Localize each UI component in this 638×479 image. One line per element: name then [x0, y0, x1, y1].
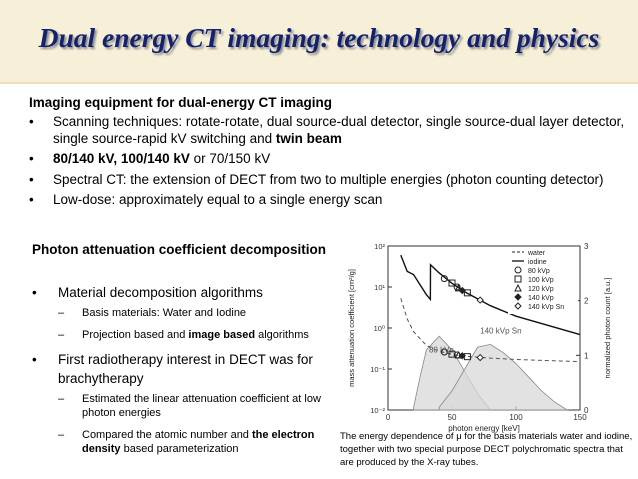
legend-label: 140 kVp	[528, 295, 554, 302]
bullet-icon: •	[29, 151, 34, 166]
spectrum-label: 80 kVp	[428, 345, 454, 355]
sub-list-item: – Compared the atomic number and the electron density based parameterization	[58, 429, 315, 455]
legend-label: 120 kVp	[528, 286, 554, 293]
left-bullet-list	[32, 283, 352, 464]
list-item: • Material decomposition algorithms – Basis materials: Water and Iodine – Projection based and image based algorithms	[32, 283, 352, 342]
dash-icon: –	[58, 393, 65, 405]
x-axis-label: photon energy [keV]	[448, 424, 520, 433]
section-heading: Imaging equipment for dual-energy CT imaging	[29, 95, 333, 110]
legend-label: 100 kVp	[528, 277, 554, 284]
y-right-axis-label: normalized photon count [a.u.]	[603, 277, 612, 379]
title-band	[0, 0, 638, 84]
y-axis-label: mass attenuation coefficient [cm²/g]	[347, 269, 356, 387]
bullet-icon: •	[32, 285, 37, 300]
x-tick-label: 0	[385, 413, 391, 422]
legend-label: water	[528, 250, 546, 257]
spectrum-label: 140 kVp Sn	[480, 326, 522, 336]
y-tick-label: 10⁰	[373, 324, 385, 333]
sub-list	[58, 306, 352, 342]
y-tick-label: 10⁻¹	[370, 365, 385, 374]
y-right-tick-label: 3	[584, 242, 589, 251]
bullet-icon: •	[29, 192, 34, 207]
attenuation-chart	[340, 238, 630, 433]
sub-list-item: – Projection based and image based algorithms	[58, 329, 309, 341]
x-tick-label: 150	[573, 413, 587, 422]
x-tick-label: 50	[447, 413, 457, 422]
y-right-tick-label: 0	[584, 406, 589, 415]
list-item: • Spectral CT: the extension of DECT from two to multiple energies (photon counting detector)	[29, 171, 604, 187]
list-item: • 80/140 kV, 100/140 kV or 70/150 kV	[29, 151, 271, 166]
bullet-icon: •	[29, 114, 34, 129]
legend-label: iodine	[528, 259, 547, 266]
sub-list	[58, 392, 352, 456]
y-tick-label: 10⁻²	[370, 406, 385, 415]
list-item: • Low-dose: approximately equal to a single energy scan	[29, 192, 383, 207]
y-tick-label: 10²	[374, 242, 385, 251]
dash-icon: –	[58, 329, 65, 341]
figure-caption: The energy dependence of μ for the basis materials water and iodine, together with two special purpose DECT polychromatic spectra that are produced by the X-ray tubes.	[340, 431, 633, 468]
y-tick-label: 10¹	[374, 283, 385, 292]
left-heading: Photon attenuation coefficient decomposition	[32, 242, 327, 257]
legend-label: 140 kVp Sn	[528, 304, 565, 311]
dash-icon: –	[58, 429, 65, 441]
legend-label: 80 kVp	[528, 268, 550, 275]
y-right-tick-label: 1	[584, 351, 589, 361]
list-item: • First radiotherapy interest in DECT was for brachytherapy – Estimated the linear attenuation coefficient at low photon energies – Compared the atomic number and the electron density based parameterization	[32, 350, 352, 456]
sub-list-item: – Estimated the linear attenuation coefficient at low photon energies	[58, 393, 321, 419]
bullet-icon: •	[32, 352, 37, 367]
x-tick-label: 100	[509, 413, 523, 422]
dash-icon: –	[58, 307, 65, 319]
slide-title: Dual energy CT imaging: technology and physics	[38, 22, 600, 53]
bullet-icon: •	[29, 171, 34, 187]
y-right-tick-label: 2	[584, 296, 589, 306]
sub-list-item: – Basis materials: Water and Iodine	[58, 307, 247, 319]
list-item: • Scanning techniques: rotate-rotate, dual source-dual detector, single source-dual layer detector, single source-rapid kV switching and twin beam	[29, 114, 625, 146]
data-point	[477, 297, 483, 303]
top-bullet-list	[29, 114, 629, 213]
